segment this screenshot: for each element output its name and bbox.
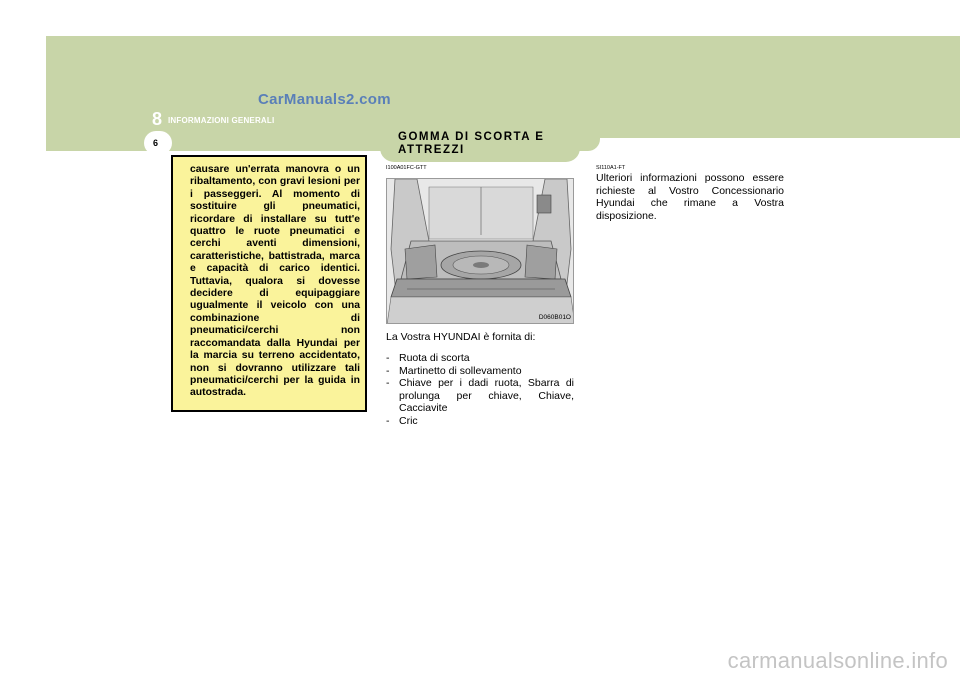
list-item: - Chiave per i dadi ruota, Sbarra di prolunga per chiave, Chiave, Cacciavite	[386, 377, 574, 415]
parts-list	[386, 352, 574, 428]
note-code: SI110A1-FT	[596, 165, 626, 171]
watermark-top[interactable]: CarManuals2.com	[258, 91, 391, 108]
watermark-bottom[interactable]: carmanualsonline.info	[727, 648, 948, 673]
section-title: GOMMA DI SCORTA E ATTREZZI	[380, 127, 580, 162]
list-item: - Ruota di scorta	[386, 352, 574, 365]
list-item: - Martinetto di sollevamento	[386, 365, 574, 378]
chapter-number: 8	[152, 109, 163, 129]
page-number: 6	[153, 138, 159, 148]
section-code: I100A01FC-GTT	[386, 165, 427, 171]
trunk-illustration	[387, 179, 574, 324]
parts-intro: La Vostra HYUNDAI è fornita di:	[386, 331, 536, 343]
trunk-spare-tire-photo	[386, 178, 574, 324]
warning-text: causare un'errata manovra o un ribaltamento, con gravi lesioni per i passeggeri. Al momento di sostituire gli pneumatici, ricordare di installare su tutt'e quattro le ruote pneumatici e cerchi aventi dimensioni, caratteristiche, battistrada, marca e capacità di carico identici. Tuttavia, qualora si dovesse decidere di equipaggiare ugualmente il veicolo con una combinazione di pneumatici/cerchi non raccomandata dalla Hyundai per la marcia su terreno accidentato, non si dovranno utilizzare tali pneumatici/cerchi per la guida in autostrada.	[190, 164, 360, 399]
note-text: Ulteriori informazioni possono essere richieste al Vostro Concessionario Hyundai che rimane a Vostra disposizione.	[596, 172, 784, 222]
list-item: - Cric	[386, 415, 574, 428]
photo-code: D060B01O	[538, 314, 571, 321]
warning-box	[171, 155, 367, 412]
chapter-title: INFORMAZIONI GENERALI	[168, 116, 275, 125]
